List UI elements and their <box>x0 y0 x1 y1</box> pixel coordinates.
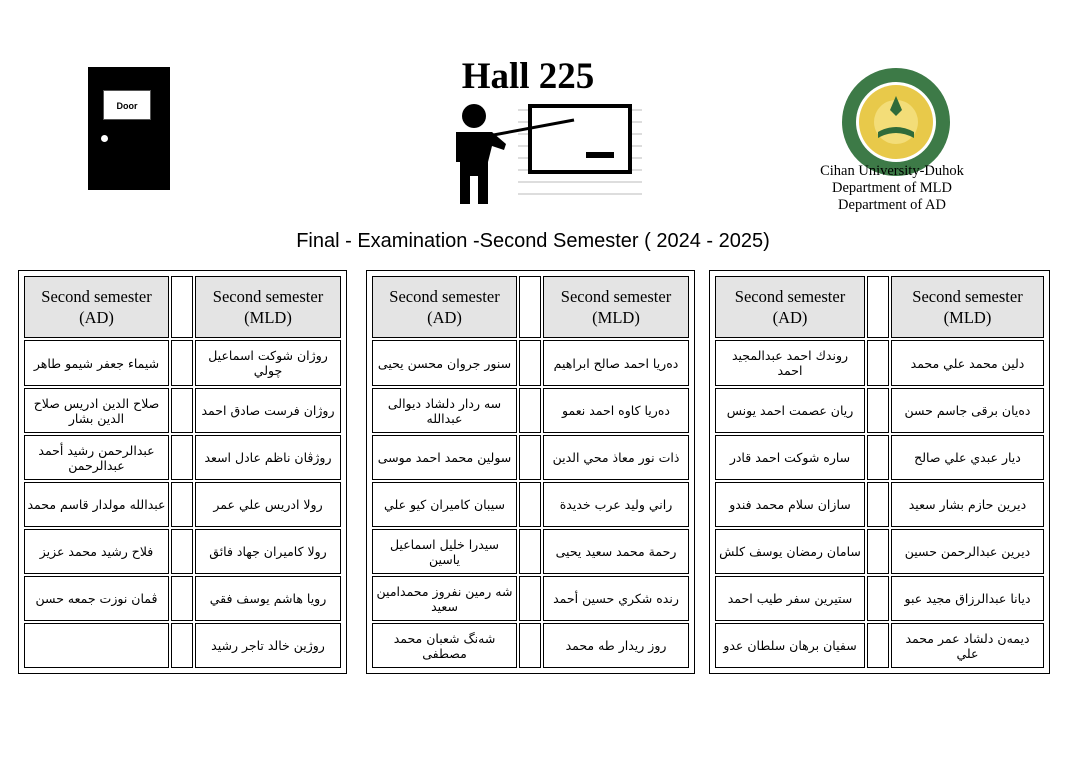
table-row <box>24 576 341 621</box>
header-row <box>372 276 689 338</box>
student-name-mld: رولا كاميران جهاد فائق <box>195 529 341 574</box>
student-name-mld: ديمەن دلشاد عمر محمد علي <box>891 623 1044 668</box>
table-row <box>24 623 341 668</box>
student-name-ad: شيماء جعفر شيمو طاهر <box>24 340 169 386</box>
student-name-mld: ذات نور معاذ محي الدين <box>543 435 689 480</box>
hall-title: Hall 225 <box>461 56 595 97</box>
table-row <box>24 340 341 386</box>
separator-cell <box>519 276 541 338</box>
student-name-ad: سازان سلام محمد فندو <box>715 482 865 527</box>
table-row <box>24 435 341 480</box>
department-ad: Department of AD <box>838 197 946 213</box>
table-row <box>715 482 1044 527</box>
student-name-mld: دلين محمد علي محمد <box>891 340 1044 386</box>
student-name-mld: روژان شوكت اسماعيل چولي <box>195 340 341 386</box>
student-name-ad: عبدالله مولدار قاسم محمد <box>24 482 169 527</box>
student-name-mld: رنده شكري حسين أحمد <box>543 576 689 621</box>
table-row <box>715 576 1044 621</box>
student-name-ad: ڤمان نوزت جمعه حسن <box>24 576 169 621</box>
table-row <box>715 529 1044 574</box>
separator-cell <box>519 340 541 386</box>
table-row <box>372 482 689 527</box>
university-name: Cihan University-Duhok <box>820 163 964 179</box>
student-name-ad: سنور جروان محسن يحيى <box>372 340 517 386</box>
student-name-ad: سامان رمضان يوسف كلش <box>715 529 865 574</box>
table-row <box>372 576 689 621</box>
separator-cell <box>171 340 193 386</box>
separator-cell <box>171 482 193 527</box>
column-header-ad: Second semester (AD) <box>715 276 865 338</box>
table-row <box>372 435 689 480</box>
student-name-ad <box>24 623 169 668</box>
student-name-mld: راني وليد عرب خديدة <box>543 482 689 527</box>
separator-cell <box>171 529 193 574</box>
student-name-ad: صلاح الدين ادريس صلاح الدين بشار <box>24 388 169 433</box>
door-knob-icon <box>101 135 108 142</box>
student-name-ad: ستيرين سفر طيب احمد <box>715 576 865 621</box>
header-row <box>24 276 341 338</box>
separator-cell <box>519 576 541 621</box>
student-name-ad: سيبان كاميران كيو علي <box>372 482 517 527</box>
separator-cell <box>867 340 889 386</box>
table-row <box>372 340 689 386</box>
header-row <box>715 276 1044 338</box>
table-row <box>715 340 1044 386</box>
student-name-mld: روژڤان ناظم عادل اسعد <box>195 435 341 480</box>
student-name-ad: روندك احمد عبدالمجيد احمد <box>715 340 865 386</box>
student-name-mld: ديانا عبدالرزاق مجيد عبو <box>891 576 1044 621</box>
exam-title: Final - Examination -Second Semester ( 2024 - 2025) <box>296 230 770 252</box>
separator-cell <box>867 576 889 621</box>
department-mld: Department of MLD <box>832 180 952 196</box>
table-row <box>715 388 1044 433</box>
student-name-mld: دەريا كاوه احمد نعمو <box>543 388 689 433</box>
cihan-university-logo <box>840 66 952 178</box>
separator-cell <box>171 576 193 621</box>
student-name-ad: فلاح رشيد محمد عزيز <box>24 529 169 574</box>
door-sign: Door <box>103 90 151 120</box>
seating-block-3 <box>709 270 1050 674</box>
student-name-ad: ريان عصمت احمد يونس <box>715 388 865 433</box>
separator-cell <box>171 276 193 338</box>
seating-table <box>370 274 691 670</box>
student-name-mld: رويا هاشم يوسف فقي <box>195 576 341 621</box>
column-header-mld: Second semester (MLD) <box>891 276 1044 338</box>
student-name-mld: دەريا احمد صالح ابراهيم <box>543 340 689 386</box>
student-name-ad: شەنگ شعبان محمد مصطفى <box>372 623 517 668</box>
table-row <box>372 388 689 433</box>
table-row <box>372 623 689 668</box>
teacher-board-icon <box>428 100 644 208</box>
student-name-mld: روژان فرست صادق احمد <box>195 388 341 433</box>
separator-cell <box>171 435 193 480</box>
student-name-mld: ديرين عبدالرحمن حسين <box>891 529 1044 574</box>
separator-cell <box>519 435 541 480</box>
student-name-ad: سولين محمد احمد موسى <box>372 435 517 480</box>
seating-table <box>22 274 343 670</box>
separator-cell <box>867 482 889 527</box>
table-row <box>372 529 689 574</box>
student-name-ad: شه رمين نفروز محمدامين سعيد <box>372 576 517 621</box>
student-name-ad: سفيان برهان سلطان عدو <box>715 623 865 668</box>
student-name-mld: ديرين حازم بشار سعيد <box>891 482 1044 527</box>
separator-cell <box>867 388 889 433</box>
student-name-mld: ديار عبدي علي صالح <box>891 435 1044 480</box>
column-header-mld: Second semester (MLD) <box>195 276 341 338</box>
separator-cell <box>867 276 889 338</box>
table-row <box>24 529 341 574</box>
table-row <box>715 435 1044 480</box>
column-header-mld: Second semester (MLD) <box>543 276 689 338</box>
student-name-ad: ساره شوكت احمد قادر <box>715 435 865 480</box>
seating-table <box>713 274 1046 670</box>
student-name-ad: سيدرا خليل اسماعيل ياسين <box>372 529 517 574</box>
seating-block-1 <box>18 270 347 674</box>
separator-cell <box>519 529 541 574</box>
separator-cell <box>519 388 541 433</box>
student-name-mld: روز ريدار طه محمد <box>543 623 689 668</box>
seating-block-2 <box>366 270 695 674</box>
student-name-mld: رحمة محمد سعيد يحيى <box>543 529 689 574</box>
separator-cell <box>519 623 541 668</box>
separator-cell <box>171 388 193 433</box>
separator-cell <box>171 623 193 668</box>
separator-cell <box>867 529 889 574</box>
column-header-ad: Second semester (AD) <box>372 276 517 338</box>
separator-cell <box>867 435 889 480</box>
separator-cell <box>519 482 541 527</box>
separator-cell <box>867 623 889 668</box>
table-row <box>24 482 341 527</box>
student-name-mld: روژين خالد تاجر رشيد <box>195 623 341 668</box>
student-name-ad: عبدالرحمن رشيد أحمد عبدالرحمن <box>24 435 169 480</box>
table-row <box>715 623 1044 668</box>
column-header-ad: Second semester (AD) <box>24 276 169 338</box>
student-name-mld: رولا ادريس علي عمر <box>195 482 341 527</box>
student-name-ad: سه ردار دلشاد ديوالى عبدالله <box>372 388 517 433</box>
university-info <box>792 163 992 214</box>
table-row <box>24 388 341 433</box>
student-name-mld: دەيان برقى جاسم حسن <box>891 388 1044 433</box>
